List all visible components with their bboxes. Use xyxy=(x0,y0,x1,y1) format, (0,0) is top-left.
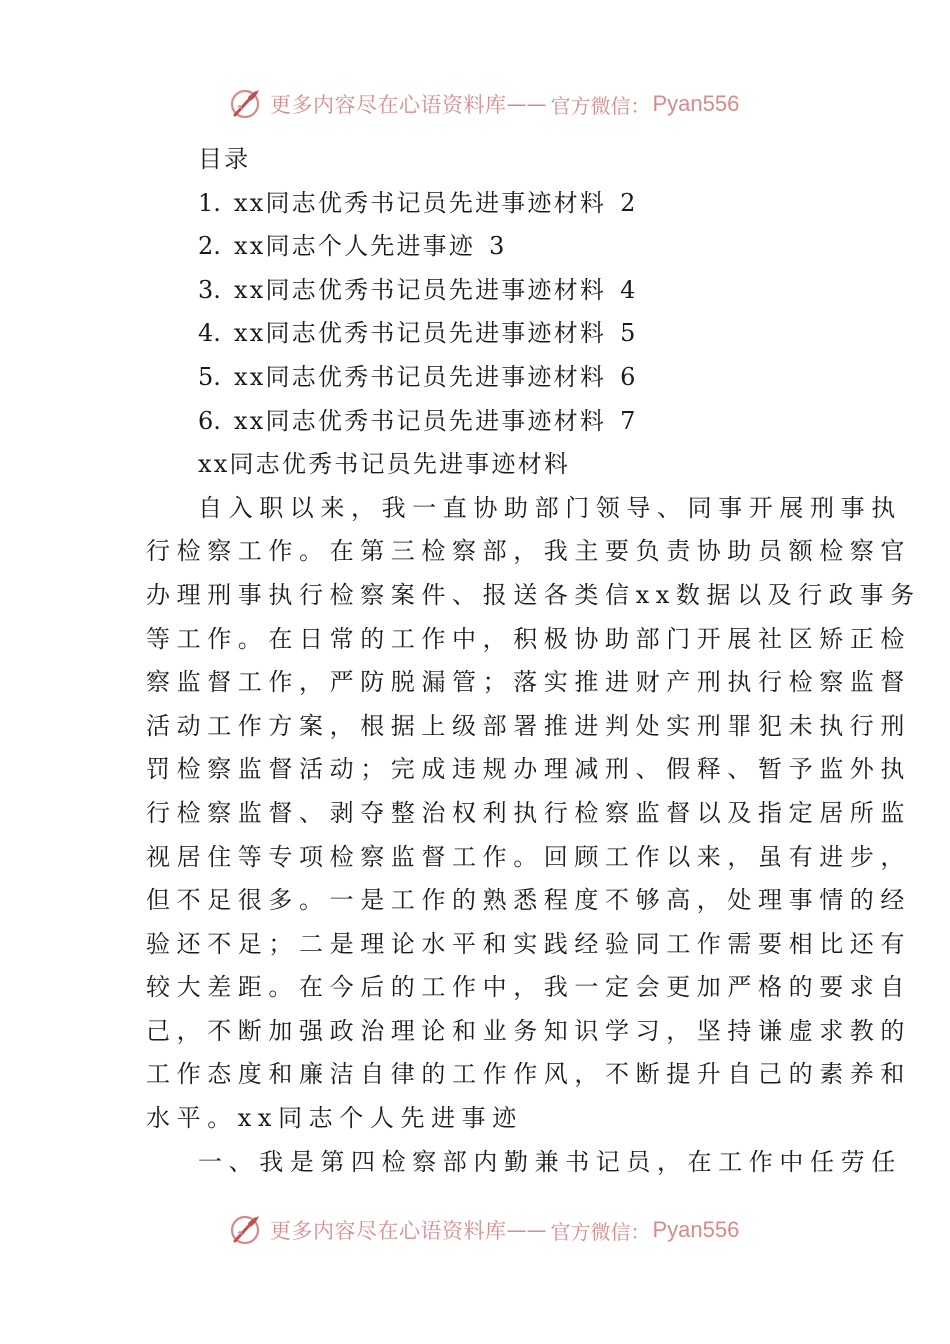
paragraph-line: 工作态度和廉洁自律的工作作风，不断提升自己的素养和 xyxy=(146,1060,911,1089)
toc-item-page: 7 xyxy=(620,406,636,435)
toc-heading: 目录 xyxy=(198,145,251,173)
paragraph-line: 行检察监督、剥夺整治权利执行检察监督以及指定居所监 xyxy=(146,798,911,827)
toc-item-number: 1. xyxy=(198,188,221,217)
toc-item-title: xx同志优秀书记员先进事迹材料 xyxy=(234,275,607,304)
paragraph-line: 较大差距。在今后的工作中，我一定会更加严格的要求自 xyxy=(146,973,911,1002)
paragraph-line: 但不足很多。一是工作的熟悉程度不够高，处理事情的经 xyxy=(146,886,911,915)
toc-item-title: xx同志优秀书记员先进事迹材料 xyxy=(234,188,607,217)
watermark-wechat-label: 官方微信： xyxy=(550,1219,651,1244)
paragraph-line: 办理刑事执行检察案件、报送各类信xx数据以及行政事务 xyxy=(146,580,921,609)
toc-item-title: xx同志个人先进事迹 xyxy=(234,232,476,261)
watermark-wechat-id: Pyan556 xyxy=(652,1217,740,1242)
header-watermark-banner xyxy=(228,84,748,124)
watermark-text: 更多内容尽在心语资料库 xyxy=(270,1219,507,1243)
toc-item-number: 3. xyxy=(198,275,221,304)
paragraph-line: 水平。xx同志个人先进事迹 xyxy=(146,1104,523,1133)
quill-circle-logo-icon xyxy=(228,87,262,121)
toc-item-page: 6 xyxy=(620,362,636,391)
paragraph-line: 验还不足；二是理论水平和实践经验同工作需要相比还有 xyxy=(146,929,911,958)
toc-item-number: 4. xyxy=(198,319,221,348)
toc-item-title: xx同志优秀书记员先进事迹材料 xyxy=(234,406,607,435)
article-title: xx同志优秀书记员先进事迹材料 xyxy=(198,450,571,479)
paragraph-line: 己，不断加强政治理论和业务知识学习，坚持谦虚求教的 xyxy=(146,1016,911,1045)
toc-item-title: xx同志优秀书记员先进事迹材料 xyxy=(234,319,607,348)
toc-item-page: 3 xyxy=(489,232,505,261)
paragraph-line: 一、我是第四检察部内勤兼书记员，在工作中任劳任 xyxy=(198,1147,902,1176)
article-paragraph xyxy=(146,487,921,1185)
watermark-wechat-id: Pyan556 xyxy=(652,91,740,116)
paragraph-line: 罚检察监督活动；完成违规办理减刑、假释、暂予监外执 xyxy=(146,755,911,784)
paragraph-line: 等工作。在日常的工作中，积极协助部门开展社区矫正检 xyxy=(146,624,911,653)
toc-item[interactable] xyxy=(146,356,806,400)
toc-item-number: 2. xyxy=(198,232,221,261)
watermark-wechat-label: 官方微信： xyxy=(550,93,651,118)
toc-item[interactable] xyxy=(146,225,806,269)
paragraph-line: 视居住等专项检察监督工作。回顾工作以来，虽有进步， xyxy=(146,842,911,871)
watermark-dash: —— xyxy=(506,92,547,116)
toc-item-page: 2 xyxy=(620,188,636,217)
watermark-dash: —— xyxy=(506,1218,547,1242)
paragraph-line: 行检察工作。在第三检察部，我主要负责协助员额检察官 xyxy=(146,537,911,566)
toc-item[interactable] xyxy=(146,269,806,313)
toc-item-page: 5 xyxy=(620,319,636,348)
footer-watermark-banner xyxy=(228,1210,748,1250)
toc-item-number: 5. xyxy=(198,362,221,391)
toc-item[interactable] xyxy=(146,182,806,226)
document-body xyxy=(146,138,921,1184)
paragraph-line: 活动工作方案，根据上级部署推进判处实刑罪犯未执行刑 xyxy=(146,711,911,740)
quill-circle-logo-icon xyxy=(228,1213,262,1247)
paragraph-line: 察监督工作，严防脱漏管；落实推进财产刑执行检察监督 xyxy=(146,668,911,697)
toc-item[interactable] xyxy=(146,400,806,444)
watermark-text: 更多内容尽在心语资料库 xyxy=(270,93,507,117)
toc-item-title: xx同志优秀书记员先进事迹材料 xyxy=(234,362,607,391)
toc-item[interactable] xyxy=(146,312,806,356)
toc-item-page: 4 xyxy=(620,275,636,304)
toc-item-number: 6. xyxy=(198,406,221,435)
paragraph-line: 自入职以来，我一直协助部门领导、同事开展刑事执 xyxy=(198,493,902,522)
